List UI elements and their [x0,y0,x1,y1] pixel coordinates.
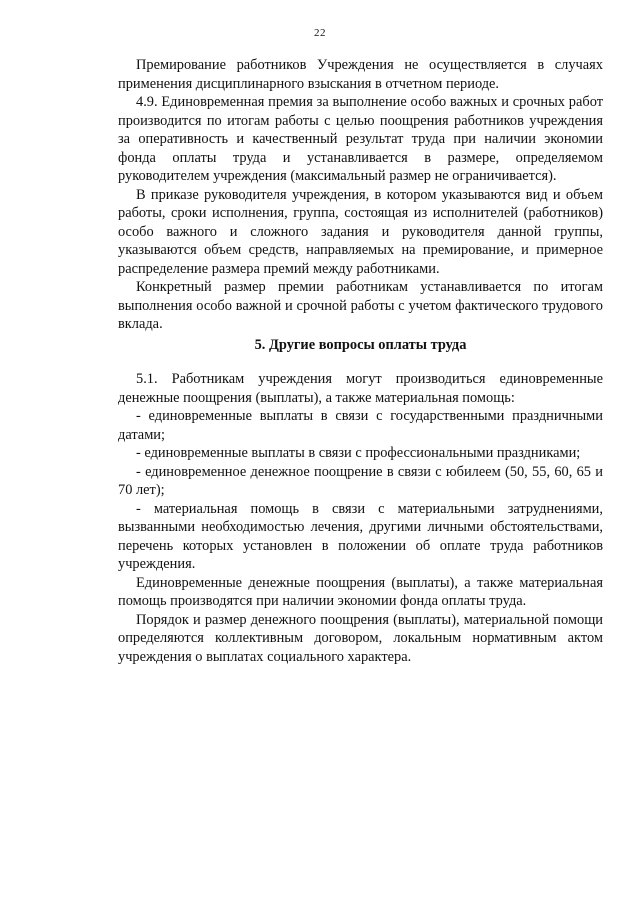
paragraph-payment-procedure: Порядок и размер денежного поощрения (выплаты), материальной помощи определяются коллективным договором, локальным нормативным актом учреждения о выплатах социального характера. [118,611,603,665]
paragraph-5-1: 5.1. Работникам учреждения могут производиться единовременные денежные поощрения (выплаты), а также материальная помощь: [118,371,603,406]
page-number: 22 [314,27,326,39]
list-item-professional-holidays: - единовременные выплаты в связи с профессиональными праздниками; [136,445,581,461]
list-item-material-aid: - материальная помощь в связи с материальными затруднениями, вызванными необходимостью лечения, другими личными обстоятельствами, перечень которых установлен в положении об оплате труда работников учреждения. [118,500,603,572]
paragraph-bonus-exclusion: Премирование работников Учреждения не осуществляется в случаях применения дисциплинарного взыскания в отчетном периоде. [118,57,603,92]
paragraph-bonus-amount: Конкретный размер премии работникам устанавливается по итогам выполнения особо важной и срочной работы с учетом фактического трудового вклада. [118,279,603,332]
section-heading: 5. Другие вопросы оплаты труда [254,336,467,353]
list-item-anniversary: - единовременное денежное поощрение в связи с юбилеем (50, 55, 60, 65 и 70 лет); [118,463,603,498]
list-item-state-holidays: - единовременные выплаты в связи с государственными праздничными датами; [118,408,603,443]
document-body [118,56,603,666]
paragraph-4-9: 4.9. Единовременная премия за выполнение особо важных и срочных работ производится по итогам работы с целью поощрения работников учреждения за оперативность и качественный результат труда при наличии экономии фонда оплаты труда и устанавливается в размере, определяемом руководителем учреждения (максимальный размер не ограничивается). [118,94,603,184]
paragraph-payment-condition: Единовременные денежные поощрения (выплаты), а также материальная помощь производятся при наличии экономии фонда оплаты труда. [118,574,603,609]
paragraph-order-details: В приказе руководителя учреждения, в котором указываются вид и объем работы, сроки исполнения, группа, состоящая из исполнителей (работников) особо важного и сложного задания и руководителя данной группы, указываются объем средств, направляемых на премирование, и примерное распределение размера премий между работниками. [118,186,603,277]
